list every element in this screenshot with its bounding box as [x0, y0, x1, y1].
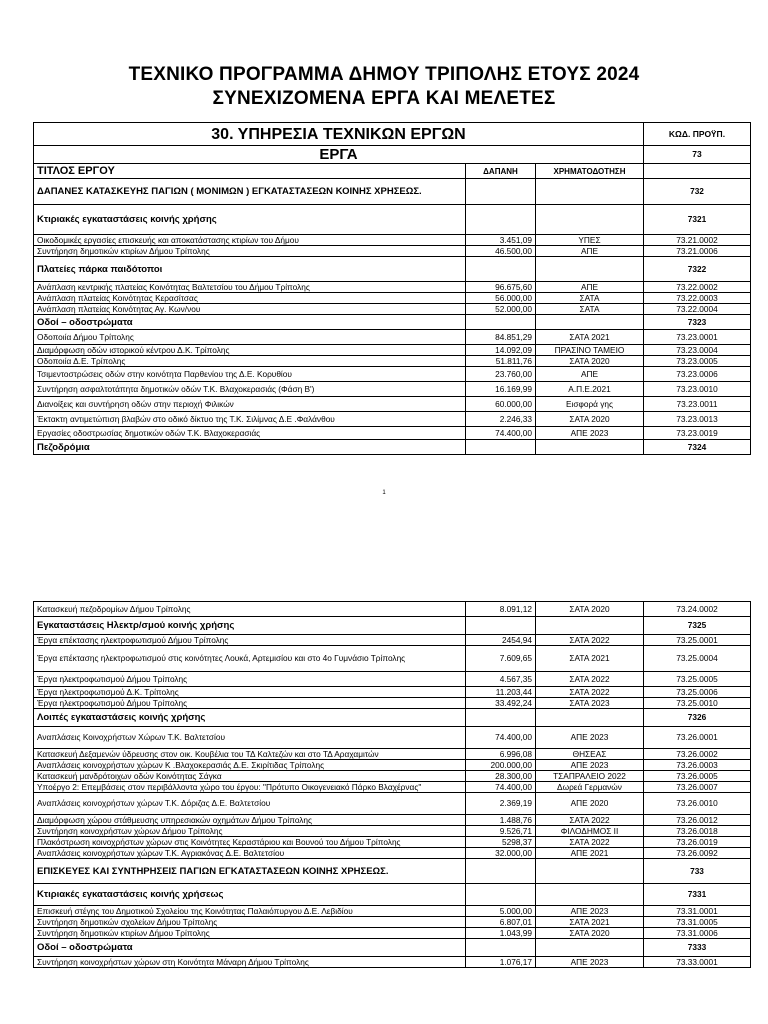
work-title-cell: Έργα ηλεκτροφωτισμού Δήμου Τρίπολης — [34, 698, 466, 709]
table-row — [34, 646, 751, 672]
budget-code-cell: 73.23.0006 — [644, 367, 751, 382]
work-title-cell: Διανοίξεις και συντήρηση οδών στην περιοχή Φιλικών — [34, 397, 466, 412]
document-title: ΤΕΧΝΙΚΟ ΠΡΟΓΡΑΜΜΑ ΔΗΜΟΥ ΤΡΙΠΟΛΗΣ ΕΤΟΥΣ 2024 — [128, 64, 640, 85]
funding-cell — [536, 709, 644, 727]
col-expense-header: ΔΑΠΑΝΗ — [466, 164, 536, 179]
expense-cell: 2.369,19 — [466, 793, 536, 815]
work-title-cell: Διαμόρφωση χώρου στάθμευσης υπηρεσιακών οχημάτων Δήμου Τρίπολης — [34, 815, 466, 826]
funding-cell: ΑΠΕ — [536, 367, 644, 382]
category-row — [34, 617, 751, 635]
budget-code-cell: 733 — [644, 859, 751, 884]
expense-cell: 1.043,99 — [466, 928, 536, 939]
table-row — [34, 928, 751, 939]
budget-code-cell: 73.22.0002 — [644, 282, 751, 293]
service-header: 30. ΥΠΗΡΕΣΙΑ ΤΕΧΝΙΚΩΝ ΕΡΓΩΝ — [34, 123, 644, 146]
budget-code-cell: 73.23.0019 — [644, 427, 751, 440]
works-header: ΕΡΓΑ — [34, 146, 644, 164]
budget-code-cell: 73.33.0001 — [644, 957, 751, 968]
expense-cell: 96.675,60 — [466, 282, 536, 293]
funding-cell: ΣΑΤΑ 2022 — [536, 837, 644, 848]
expense-cell: 7.609,65 — [466, 646, 536, 672]
budget-code-cell: 73.23.0005 — [644, 356, 751, 367]
table-row — [34, 815, 751, 826]
table-row — [34, 412, 751, 427]
funding-cell: ΑΠΕ — [536, 246, 644, 257]
funding-cell: ΑΠΕ 2021 — [536, 848, 644, 859]
table-row — [34, 760, 751, 771]
table-row — [34, 906, 751, 917]
budget-code-cell: 73.26.0092 — [644, 848, 751, 859]
budget-code-cell: 73.26.0012 — [644, 815, 751, 826]
works-table-page2 — [33, 601, 751, 968]
table-row — [34, 727, 751, 749]
budget-code-cell: 73.23.0001 — [644, 330, 751, 345]
funding-cell: ΣΑΤΑ 2021 — [536, 330, 644, 345]
work-title-cell: Πλακόστρωση κοινοχρήστων χώρων στις Κοινότητες Κεραστάριου και Βουνού του Δήμου Τρίπολης — [34, 837, 466, 848]
col-title-header: ΤΙΤΛΟΣ ΕΡΓΟΥ — [34, 164, 466, 179]
budget-code-cell: 73.25.0010 — [644, 698, 751, 709]
work-title-cell: Πλατείες πάρκα παιδότοποι — [34, 257, 466, 282]
expense-cell — [466, 884, 536, 906]
funding-cell: ΑΠΕ 2023 — [536, 760, 644, 771]
work-title-cell: Κατασκευή μανδρότοιχων οδών Κοινότητας Σάγκα — [34, 771, 466, 782]
expense-cell: 23.760,00 — [466, 367, 536, 382]
category-row — [34, 859, 751, 884]
expense-cell: 5298,37 — [466, 837, 536, 848]
works-code: 73 — [644, 146, 751, 164]
expense-cell: 74.400,00 — [466, 727, 536, 749]
expense-cell — [466, 939, 536, 957]
funding-cell — [536, 257, 644, 282]
expense-cell: 8.091,12 — [466, 602, 536, 617]
table-row — [34, 602, 751, 617]
expense-cell: 2.246,33 — [466, 412, 536, 427]
work-title-cell: ΕΠΙΣΚΕΥΕΣ ΚΑΙ ΣΥΝΤΗΡΗΣΕΙΣ ΠΑΓΙΩΝ ΕΓΚΑΤΑΣΤΑΣΕΩΝ ΚΟΙΝΗΣ ΧΡΗΣΕΩΣ. — [34, 859, 466, 884]
funding-cell — [536, 939, 644, 957]
funding-cell: ΣΑΤΑ — [536, 304, 644, 315]
table-row — [34, 687, 751, 698]
expense-cell — [466, 257, 536, 282]
budget-code-cell: 7323 — [644, 315, 751, 330]
funding-cell — [536, 884, 644, 906]
expense-cell — [466, 205, 536, 235]
category-row — [34, 179, 751, 205]
table-row — [34, 382, 751, 397]
table-row — [34, 356, 751, 367]
budget-code-cell: 73.26.0001 — [644, 727, 751, 749]
budget-code-cell: 732 — [644, 179, 751, 205]
funding-cell — [536, 179, 644, 205]
table-row — [34, 917, 751, 928]
work-title-cell: Αναπλάσεις κοινοχρήστων χώρων Κ .Βλαχοκερασιάς Δ.Ε. Σκιρίτιδας Τρίπολης — [34, 760, 466, 771]
expense-cell — [466, 859, 536, 884]
expense-cell: 2454,94 — [466, 635, 536, 646]
funding-cell — [536, 859, 644, 884]
funding-cell: ΦΙΛΟΔΗΜΟΣ ΙΙ — [536, 826, 644, 837]
expense-cell: 5.000,00 — [466, 906, 536, 917]
table-row — [34, 282, 751, 293]
work-title-cell: Αναπλάσεις κοινοχρήστων χώρων Τ.Κ. Δόριζας Δ.Ε. Βαλτετσίου — [34, 793, 466, 815]
expense-cell: 6.807,01 — [466, 917, 536, 928]
table-row — [34, 826, 751, 837]
funding-cell: ΣΑΤΑ 2022 — [536, 672, 644, 687]
table-row — [34, 397, 751, 412]
expense-cell: 16.169,99 — [466, 382, 536, 397]
expense-cell — [466, 617, 536, 635]
budget-code-cell: 73.26.0003 — [644, 760, 751, 771]
expense-cell: 14.092,09 — [466, 345, 536, 356]
funding-cell: ΣΑΤΑ 2023 — [536, 698, 644, 709]
category-row — [34, 205, 751, 235]
table-row — [34, 635, 751, 646]
budget-code-cell: 7325 — [644, 617, 751, 635]
table-row — [34, 837, 751, 848]
document-subtitle: ΣΥΝΕΧΙΖΟΜΕΝΑ ΕΡΓΑ ΚΑΙ ΜΕΛΕΤΕΣ — [212, 88, 556, 109]
funding-cell: ΑΠΕ 2023 — [536, 906, 644, 917]
funding-cell: ΣΑΤΑ 2021 — [536, 646, 644, 672]
budget-code-cell: 73.23.0013 — [644, 412, 751, 427]
expense-cell: 52.000,00 — [466, 304, 536, 315]
table-row — [34, 293, 751, 304]
budget-code-cell: 73.26.0007 — [644, 782, 751, 793]
col-funding-header: ΧΡΗΜΑΤΟΔΟΤΗΣΗ — [536, 164, 644, 179]
expense-cell: 33.492,24 — [466, 698, 536, 709]
work-title-cell: Λοιπές εγκαταστάσεις κοινής χρήσης — [34, 709, 466, 727]
work-title-cell: Αναπλάσεις κοινοχρήστων χώρων Τ.Κ. Αγριακόνας Δ.Ε. Βαλτετσίου — [34, 848, 466, 859]
budget-code-cell: 73.31.0006 — [644, 928, 751, 939]
work-title-cell: Έργα επέκτασης ηλεκτροφωτισμού στις κοινότητες Λουκά, Αρτεμισίου και στο 4ο Γυμνάσιο Τρίπολης — [34, 646, 466, 672]
funding-cell: Εισφορά γης — [536, 397, 644, 412]
expense-cell: 1.076,17 — [466, 957, 536, 968]
expense-cell: 11.203,44 — [466, 687, 536, 698]
category-row — [34, 709, 751, 727]
category-row — [34, 257, 751, 282]
expense-cell: 1.488,76 — [466, 815, 536, 826]
table-row — [34, 771, 751, 782]
funding-cell: ΑΠΕ 2023 — [536, 427, 644, 440]
work-title-cell: Διαμόρφωση οδών ιστορικού κέντρου Δ.Κ. Τρίπολης — [34, 345, 466, 356]
work-title-cell: Συντήρηση δημοτικών κτιρίων Δήμου Τρίπολης — [34, 928, 466, 939]
funding-cell — [536, 440, 644, 455]
table-row — [34, 749, 751, 760]
funding-cell: ΑΠΕ — [536, 282, 644, 293]
page-number: 1 — [382, 490, 386, 496]
work-title-cell: Συντήρηση κοινοχρήστων χώρων στη Κοινότητα Μάναρη Δήμου Τρίπολης — [34, 957, 466, 968]
budget-code-cell: 73.31.0005 — [644, 917, 751, 928]
expense-cell — [466, 709, 536, 727]
expense-cell — [466, 315, 536, 330]
work-title-cell: Συντήρηση κοινοχρήστων χώρων Δήμου Τρίπολης — [34, 826, 466, 837]
expense-cell: 4.567,35 — [466, 672, 536, 687]
budget-code-cell: 7326 — [644, 709, 751, 727]
expense-cell: 28.300,00 — [466, 771, 536, 782]
funding-cell — [536, 205, 644, 235]
table-row — [34, 235, 751, 246]
work-title-cell: Κτιριακές εγκαταστάσεις κοινής χρήσης — [34, 205, 466, 235]
table-row — [34, 793, 751, 815]
expense-cell: 51.811,76 — [466, 356, 536, 367]
work-title-cell: Έργα ηλεκτροφωτισμού Δήμου Τρίπολης — [34, 672, 466, 687]
expense-cell: 60.000,00 — [466, 397, 536, 412]
budget-code-cell: 73.22.0004 — [644, 304, 751, 315]
funding-cell: ΣΑΤΑ 2022 — [536, 687, 644, 698]
budget-code-cell: 73.26.0005 — [644, 771, 751, 782]
work-title-cell: Ανάπλαση κεντρικής πλατείας Κοινότητας Βαλτετσίου του Δήμου Τρίπολης — [34, 282, 466, 293]
funding-cell: ΘΗΣΕΑΣ — [536, 749, 644, 760]
work-title-cell: Κατασκευή πεζοδρομίων Δήμου Τρίπολης — [34, 602, 466, 617]
budget-code-cell: 73.21.0002 — [644, 235, 751, 246]
work-title-cell: Συντήρηση ασφαλτοτάπητα δημοτικών οδών Τ.Κ. Βλαχοκερασιάς (Φάση Β') — [34, 382, 466, 397]
work-title-cell: ΔΑΠΑΝΕΣ ΚΑΤΑΣΚΕΥΗΣ ΠΑΓΙΩΝ ( ΜΟΝΙΜΩΝ ) ΕΓΚΑΤΑΣΤΑΣΕΩΝ ΚΟΙΝΗΣ ΧΡΗΣΕΩΣ. — [34, 179, 466, 205]
budget-code-cell: 73.23.0011 — [644, 397, 751, 412]
work-title-cell: Οδοποιία Δήμου Τρίπολης — [34, 330, 466, 345]
work-title-cell: Οδοί – οδοστρώματα — [34, 315, 466, 330]
funding-cell: ΣΑΤΑ 2020 — [536, 412, 644, 427]
funding-cell: ΣΑΤΑ 2022 — [536, 635, 644, 646]
budget-code-cell: 73.25.0006 — [644, 687, 751, 698]
work-title-cell: Οδοποιία Δ.Ε. Τρίπολης — [34, 356, 466, 367]
funding-cell: ΠΡΑΣΙΝΟ ΤΑΜΕΙΟ — [536, 345, 644, 356]
work-title-cell: Συντήρηση δημοτικών κτιρίων Δήμου Τρίπολης — [34, 246, 466, 257]
expense-cell: 56.000,00 — [466, 293, 536, 304]
work-title-cell: Επισκευή στέγης του Δημοτικού Σχολείου της Κοινότητας Παλαιόπυργου Δ.Ε. Λεβιδίου — [34, 906, 466, 917]
budget-code-cell: 73.26.0018 — [644, 826, 751, 837]
funding-cell: ΣΑΤΑ 2020 — [536, 928, 644, 939]
work-title-cell: Ανάπλαση πλατείας Κοινότητας Κερασίτσας — [34, 293, 466, 304]
work-title-cell: Υποέργο 2: Επεμβάσεις στον περιβάλλοντα χώρο του έργου: "Πρότυπο Οικογενειακό Πάρκο Βλαχέρνας" — [34, 782, 466, 793]
work-title-cell: Κατασκευή Δεξαμενών ύδρευσης στον οικ. Κουβέλια του ΤΔ Καλτεζών και στο ΤΔ Αραχαμιτών — [34, 749, 466, 760]
table-row — [34, 672, 751, 687]
funding-cell — [536, 315, 644, 330]
table-row — [34, 330, 751, 345]
budget-code-cell: 73.23.0010 — [644, 382, 751, 397]
funding-cell: ΑΠΕ 2023 — [536, 957, 644, 968]
table-row — [34, 698, 751, 709]
funding-cell: Δωρεά Γερμανών — [536, 782, 644, 793]
budget-code-cell: 73.25.0001 — [644, 635, 751, 646]
expense-cell: 9.526,71 — [466, 826, 536, 837]
budget-code-cell: 7321 — [644, 205, 751, 235]
works-table-page1 — [33, 122, 751, 455]
expense-cell: 46.500,00 — [466, 246, 536, 257]
funding-cell: ΥΠΕΣ — [536, 235, 644, 246]
table-row — [34, 782, 751, 793]
funding-cell: ΑΠΕ 2020 — [536, 793, 644, 815]
budget-code-cell: 7324 — [644, 440, 751, 455]
work-title-cell: Έκτακτη αντιμετώπιση βλαβών στο οδικό δίκτυο της Τ.Κ. Σιλίμνας Δ.Ε .Φαλάνθου — [34, 412, 466, 427]
budget-code-cell: 73.24.0002 — [644, 602, 751, 617]
budget-code-cell: 73.23.0004 — [644, 345, 751, 356]
table-row — [34, 848, 751, 859]
expense-cell: 200.000,00 — [466, 760, 536, 771]
funding-cell: ΣΑΤΑ 2020 — [536, 356, 644, 367]
expense-cell: 74.400,00 — [466, 782, 536, 793]
work-title-cell: Συντήρηση δημοτικών σχολείων Δήμου Τρίπολης — [34, 917, 466, 928]
table-row — [34, 367, 751, 382]
budget-code-cell: 73.26.0002 — [644, 749, 751, 760]
budget-code-cell: 7331 — [644, 884, 751, 906]
funding-cell: ΣΑΤΑ 2022 — [536, 815, 644, 826]
funding-cell: ΣΑΤΑ — [536, 293, 644, 304]
expense-cell: 32.000,00 — [466, 848, 536, 859]
budget-code-header: ΚΩΔ. ΠΡΟΫΠ. — [644, 123, 751, 146]
funding-cell — [536, 617, 644, 635]
work-title-cell: Τσιμεντοστρώσεις οδών στην κοινότητα Παρθενίου της Δ.Ε. Κορυθίου — [34, 367, 466, 382]
table-row — [34, 957, 751, 968]
category-row — [34, 315, 751, 330]
category-row — [34, 440, 751, 455]
work-title-cell: Οικοδομικές εργασίες επισκευής και αποκατάστασης κτιρίων του Δήμου — [34, 235, 466, 246]
work-title-cell: Πεζοδρόμια — [34, 440, 466, 455]
work-title-cell: Κτιριακές εγκαταστάσεις κοινής χρήσεως — [34, 884, 466, 906]
work-title-cell: Εγκαταστάσεις Ηλεκτρ/σμού κοινής χρήσης — [34, 617, 466, 635]
budget-code-cell: 73.25.0005 — [644, 672, 751, 687]
budget-code-cell: 73.22.0003 — [644, 293, 751, 304]
expense-cell: 6.996,08 — [466, 749, 536, 760]
table-row — [34, 304, 751, 315]
budget-code-cell: 7322 — [644, 257, 751, 282]
work-title-cell: Έργα επέκτασης ηλεκτροφωτισμού Δήμου Τρίπολης — [34, 635, 466, 646]
funding-cell: ΤΣΑΠΡΑΛΕΙΟ 2022 — [536, 771, 644, 782]
budget-code-cell: 73.31.0001 — [644, 906, 751, 917]
work-title-cell: Εργασίες οδοστρωσίας δημοτικών οδών Τ.Κ. Βλαχοκερασιάς — [34, 427, 466, 440]
col-code-header-empty — [644, 164, 751, 179]
budget-code-cell: 7333 — [644, 939, 751, 957]
budget-code-cell: 73.21.0006 — [644, 246, 751, 257]
budget-code-cell: 73.26.0019 — [644, 837, 751, 848]
expense-cell: 3.451,09 — [466, 235, 536, 246]
category-row — [34, 939, 751, 957]
funding-cell: Α.Π.Ε.2021 — [536, 382, 644, 397]
expense-cell — [466, 440, 536, 455]
table-row — [34, 427, 751, 440]
funding-cell: ΣΑΤΑ 2020 — [536, 602, 644, 617]
funding-cell: ΣΑΤΑ 2021 — [536, 917, 644, 928]
expense-cell — [466, 179, 536, 205]
budget-code-cell: 73.25.0004 — [644, 646, 751, 672]
expense-cell: 84.851,29 — [466, 330, 536, 345]
work-title-cell: Οδοί – οδοστρώματα — [34, 939, 466, 957]
budget-code-cell: 73.26.0010 — [644, 793, 751, 815]
work-title-cell: Έργα ηλεκτροφωτισμού Δ.Κ. Τρίπολης — [34, 687, 466, 698]
expense-cell: 74.400,00 — [466, 427, 536, 440]
category-row — [34, 884, 751, 906]
table-row — [34, 246, 751, 257]
funding-cell: ΑΠΕ 2023 — [536, 727, 644, 749]
table-row — [34, 345, 751, 356]
work-title-cell: Ανάπλαση πλατείας Κοινότητας Αγ. Κων/νου — [34, 304, 466, 315]
work-title-cell: Αναπλάσεις Κοινοχρήστων Χώρων Τ.Κ. Βαλτετσίου — [34, 727, 466, 749]
